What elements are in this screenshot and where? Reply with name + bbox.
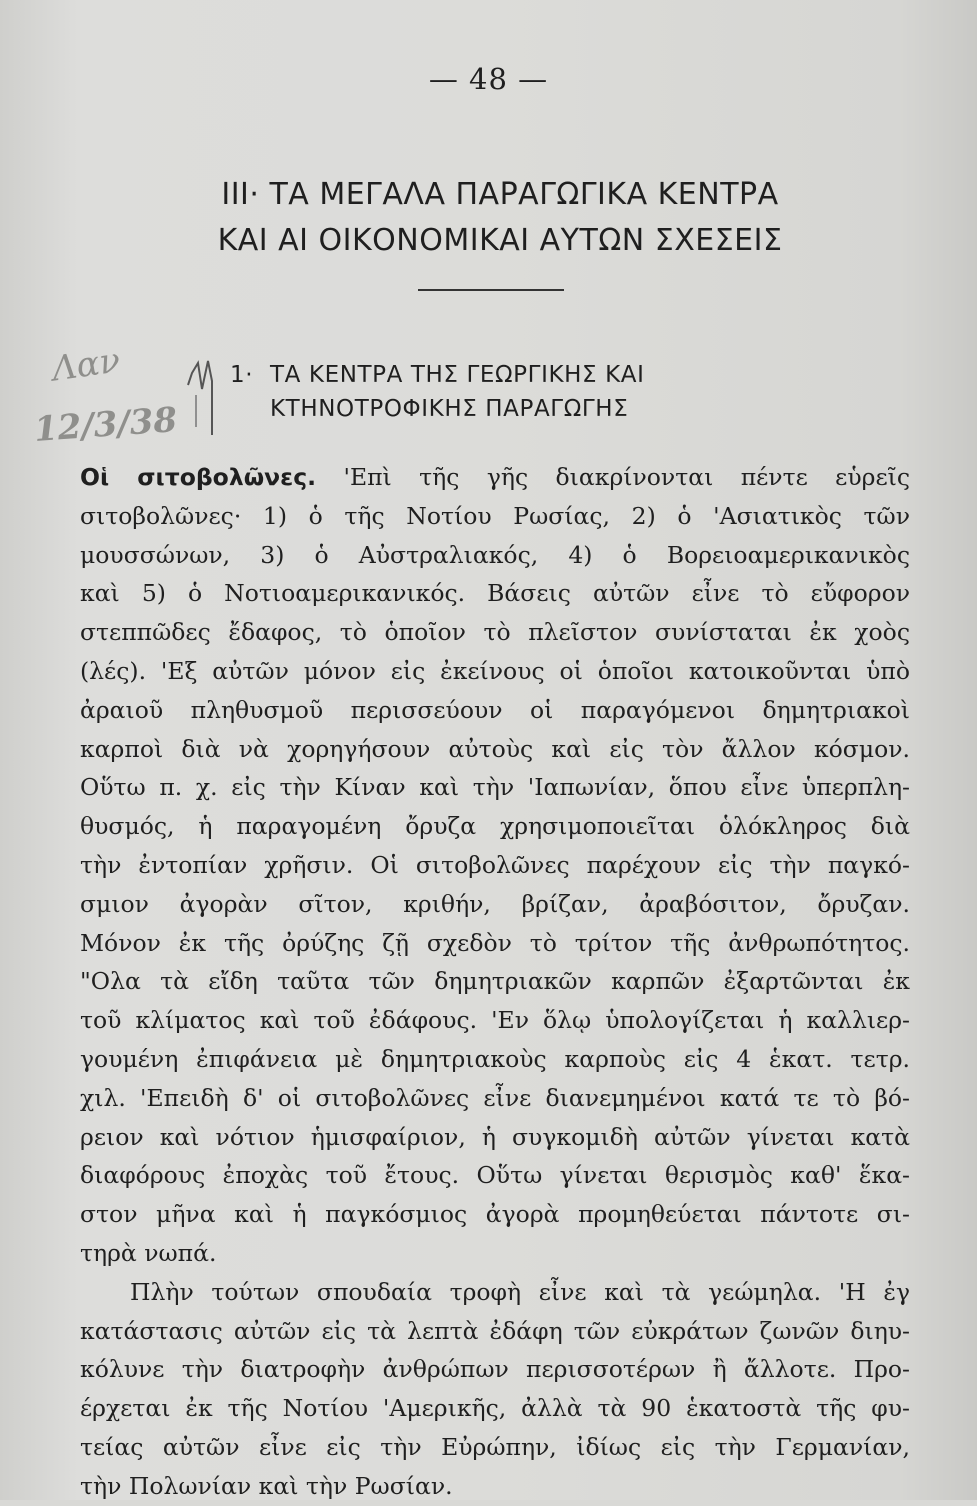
- text-line: διαφόρους ἐποχὰς τοῦ ἔτους. Οὕτω γίνεται θερισμὸς καθ' ἕκα-: [80, 1161, 910, 1190]
- text-line: Οὕτω π. χ. εἰς τὴν Κίναν καὶ τὴν 'Ιαπωνίαν, ὅπου εἶνε ὑπερπλη-: [80, 773, 910, 802]
- text-line: τὴν Πολωνίαν καὶ τὴν Ρωσίαν.: [80, 1471, 453, 1500]
- text-line: σμιον ἀγορὰν σῖτον, κριθήν, βρίζαν, ἀραβόσιτον, ὄρυζαν.: [80, 889, 910, 918]
- handwritten-initial-mark: [182, 355, 226, 445]
- text-line: καὶ 5) ὁ Νοτιοαμερικανικός. Βάσεις αὐτῶν εἶνε τὸ εὔφορον: [80, 579, 910, 608]
- text-line: γουμένη ἐπιφάνεια μὲ δημητριακοὺς καρποὺς εἰς 4 ἑκατ. τετρ.: [80, 1044, 910, 1073]
- section-heading-line-2: ΚΤΗΝΟΤΡΟΦΙΚΗΣ ΠΑΡΑΓΩΓΗΣ: [270, 396, 629, 422]
- chapter-title-line-2: ΚΑΙ ΑΙ ΟΙΚΟΝΟΜΙΚΑΙ ΑΥΤΩΝ ΣΧΕΣΕΙΣ: [217, 223, 783, 258]
- page-number: — 48 —: [428, 62, 549, 96]
- text-line: Πλὴν τούτων σπουδαία τροφὴ εἶνε καὶ τὰ γεώμηλα. 'Η ἐγ: [130, 1277, 910, 1306]
- text-line: [80, 458, 910, 497]
- text-line: Μόνον ἐκ τῆς ὀρύζης ζῇ σχεδὸν τὸ τρίτον τῆς ἀνθρωπότητος.: [80, 928, 910, 957]
- line-text: 'Επὶ τῆς γῆς διακρίνονται πέντε εὑρεῖς: [343, 463, 911, 491]
- text-line: καρποὶ διὰ νὰ χορηγήσουν αὐτοὺς καὶ εἰς τὸν ἄλλον κόσμον.: [80, 734, 910, 763]
- section-number: 1·: [230, 362, 254, 388]
- text-line: σιτοβολῶνες· 1) ὁ τῆς Νοτίου Ρωσίας, 2) ὁ 'Ασιατικὸς τῶν: [80, 501, 910, 530]
- text-line: στον μῆνα καὶ ἡ παγκόσμιος ἀγορὰ προμηθεύεται πάντοτε σι-: [80, 1200, 910, 1229]
- text-line: ἀραιοῦ πληθυσμοῦ περισσεύουν οἱ παραγόμενοι δημητριακοὶ: [80, 695, 910, 724]
- text-line: χιλ. 'Επειδὴ δ' οἱ σιτοβολῶνες εἶνε διανεμημένοι κατά τε τὸ βό-: [80, 1083, 910, 1112]
- text-line: θυσμός, ἡ παραγομένη ὄρυζα χρησιμοποιεῖται ὁλόκληρος διὰ: [80, 812, 910, 841]
- text-line: "Ολα τὰ εἴδη ταῦτα τῶν δημητριακῶν καρπῶν ἐξαρτῶνται ἐκ: [80, 967, 910, 996]
- chapter-title: [110, 172, 890, 264]
- title-divider: [418, 289, 564, 291]
- text-line: κόλυνε τὴν διατροφὴν ἀνθρώπων περισσοτέρων ἢ ἄλλοτε. Προ-: [80, 1355, 910, 1384]
- section-heading-line-1: [230, 358, 870, 392]
- handwritten-date: 12/3/38: [32, 400, 179, 450]
- text-line: στεππῶδες ἔδαφος, τὸ ὁποῖον τὸ πλεῖστον συνίσταται ἐκ χοὸς: [80, 618, 910, 647]
- handwritten-note: Λαν: [49, 340, 123, 390]
- text-line: κατάστασις αὐτῶν εἰς τὰ λεπτὰ ἐδάφη τῶν εὐκράτων ζωνῶν διηυ-: [80, 1316, 910, 1345]
- section-heading: [230, 358, 870, 426]
- section-title-1: ΤΑ ΚΕΝΤΡΑ ΤΗΣ ΓΕΩΡΓΙΚΗΣ ΚΑΙ: [270, 362, 645, 388]
- text-line: έρχεται ἐκ τῆς Νοτίου 'Αμερικῆς, ἀλλὰ τὰ 90 ἑκατοστὰ τῆς φυ-: [80, 1394, 910, 1423]
- body-text: [80, 458, 910, 1506]
- text-line: μουσσώνων, 3) ὁ Αὐστραλιακός, 4) ὁ Βορειοαμερικανικὸς: [80, 540, 910, 569]
- text-line: τὴν ἐντοπίαν χρῆσιν. Οἱ σιτοβολῶνες παρέχουν εἰς τὴν παγκό-: [80, 850, 910, 879]
- chapter-title-line-1: III· ΤΑ ΜΕΓΑΛΑ ΠΑΡΑΓΩΓΙΚΑ ΚΕΝΤΡΑ: [221, 177, 779, 212]
- text-line: (λές). 'Εξ αὐτῶν μόνον εἰς ἐκείνους οἱ ὁποῖοι κατοικοῦνται ὑπὸ: [80, 656, 910, 685]
- text-line: τοῦ κλίματος καὶ τοῦ ἐδάφους. 'Εν ὅλῳ ὑπολογίζεται ἡ καλλιερ-: [80, 1006, 910, 1035]
- text-line: τηρὰ νωπά.: [80, 1238, 217, 1267]
- text-line: ρειον καὶ νότιον ἡμισφαίριον, ἡ συγκομιδὴ αὐτῶν γίνεται κατὰ: [80, 1122, 910, 1151]
- text-line: τείας αὐτῶν εἶνε εἰς τὴν Εὐρώπην, ἰδίως εἰς τὴν Γερμανίαν,: [80, 1432, 910, 1461]
- paragraph-lead: Οἱ σιτοβολῶνες.: [80, 463, 317, 491]
